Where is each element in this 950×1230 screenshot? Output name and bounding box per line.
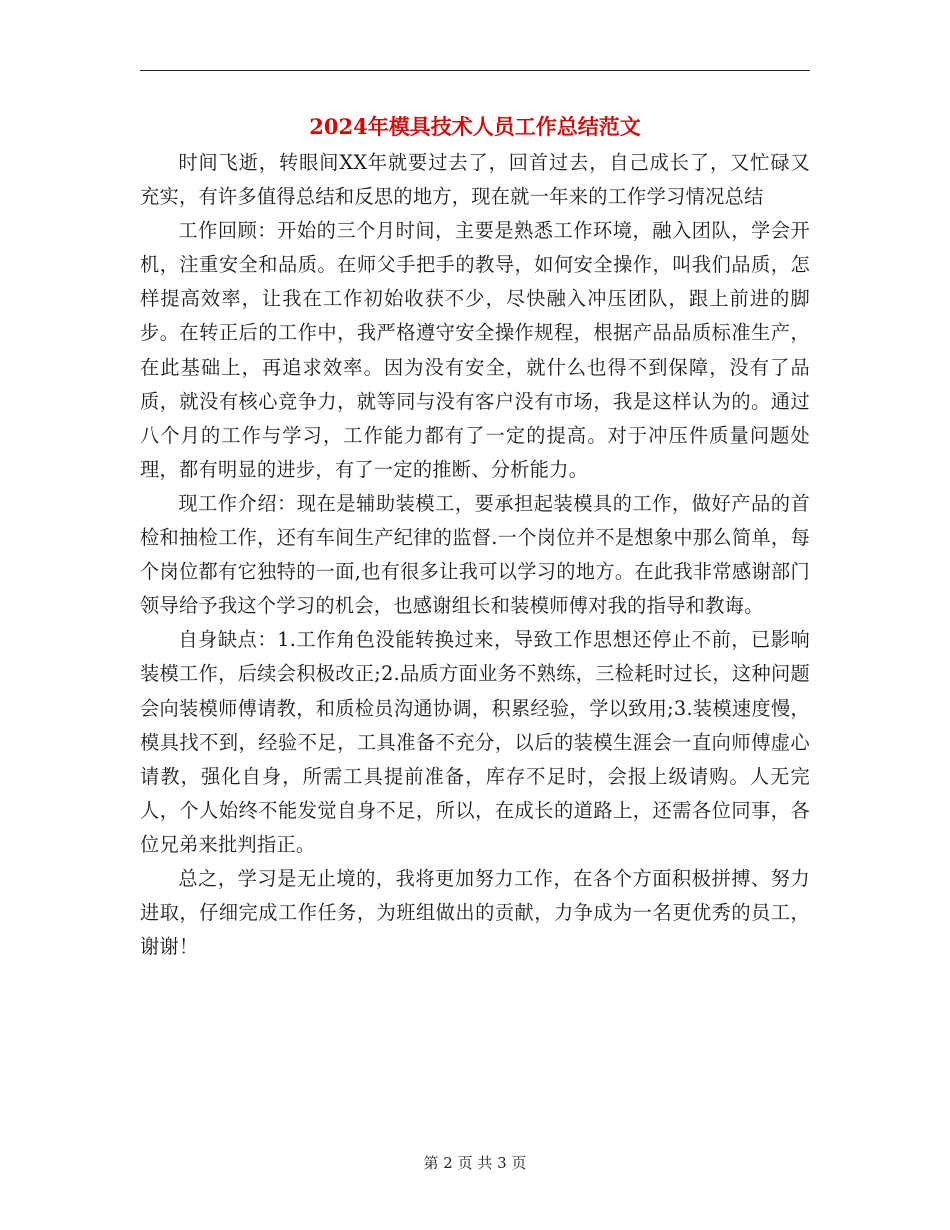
page-number: 第 2 页 共 3 页 [423, 1154, 527, 1172]
paragraph-current-work: 现工作介绍：现在是辅助装模工，要承担起装模具的工作，做好产品的首检和抽检工作，还有车间生产纪律的监督.一个岗位并不是想象中那么简单，每个岗位都有它独特的一面,也有很多让我可以学习的地方。在此我非常感谢部门领导给予我这个学习的机会，也感谢组长和装模师傅对我的指导和教诲。 [140, 491, 810, 618]
paragraph-intro: 时间飞逝，转眼间XX年就要过去了，回首过去，自己成长了，又忙碌又充实，有许多值得总结和反思的地方，现在就一年来的工作学习情况总结 [140, 151, 810, 209]
paragraph-conclusion: 总之，学习是无止境的，我将更加努力工作，在各个方面积极拼搏、努力进取，仔细完成工作任务，为班组做出的贡献，力争成为一名更优秀的员工，谢谢！ [140, 866, 810, 959]
document-body [140, 146, 810, 964]
header-rule [140, 70, 810, 71]
paragraph-shortcomings: 自身缺点：1.工作角色没能转换过来，导致工作思想还停止不前，已影响装模工作，后续会积极改正;2.品质方面业务不熟练，三检耗时过长，这种问题会向装模师傅请教，和质检员沟通协调，积累经验，学以致用;3.装模速度慢，模具找不到，经验不足，工具准备不充分，以后的装模生涯会一直向师傅虚心请教，强化自身，所需工具提前准备，库存不足时，会报上级请购。人无完人，个人始终不能发觉自身不足，所以，在成长的道路上，还需各位同事，各位兄弟来批判指正。 [140, 628, 810, 856]
paragraph-work-review: 工作回顾：开始的三个月时间，主要是熟悉工作环境，融入团队，学会开机，注重安全和品质。在师父手把手的教导，如何安全操作，叫我们品质，怎样提高效率，让我在工作初始收获不少，尽快融入冲压团队，跟上前进的脚步。在转正后的工作中，我严格遵守安全操作规程，根据产品品质标准生产，在此基础上，再追求效率。因为没有安全，就什么也得不到保障，没有了品质，就没有核心竞争力，就等同与没有客户没有市场，我是这样认为的。通过八个月的工作与学习，工作能力都有了一定的提高。对于冲压件质量问题处理，都有明显的进步，有了一定的推断、分析能力。 [140, 219, 810, 481]
document-title: 2024年模具技术人员工作总结范文 [309, 114, 641, 139]
